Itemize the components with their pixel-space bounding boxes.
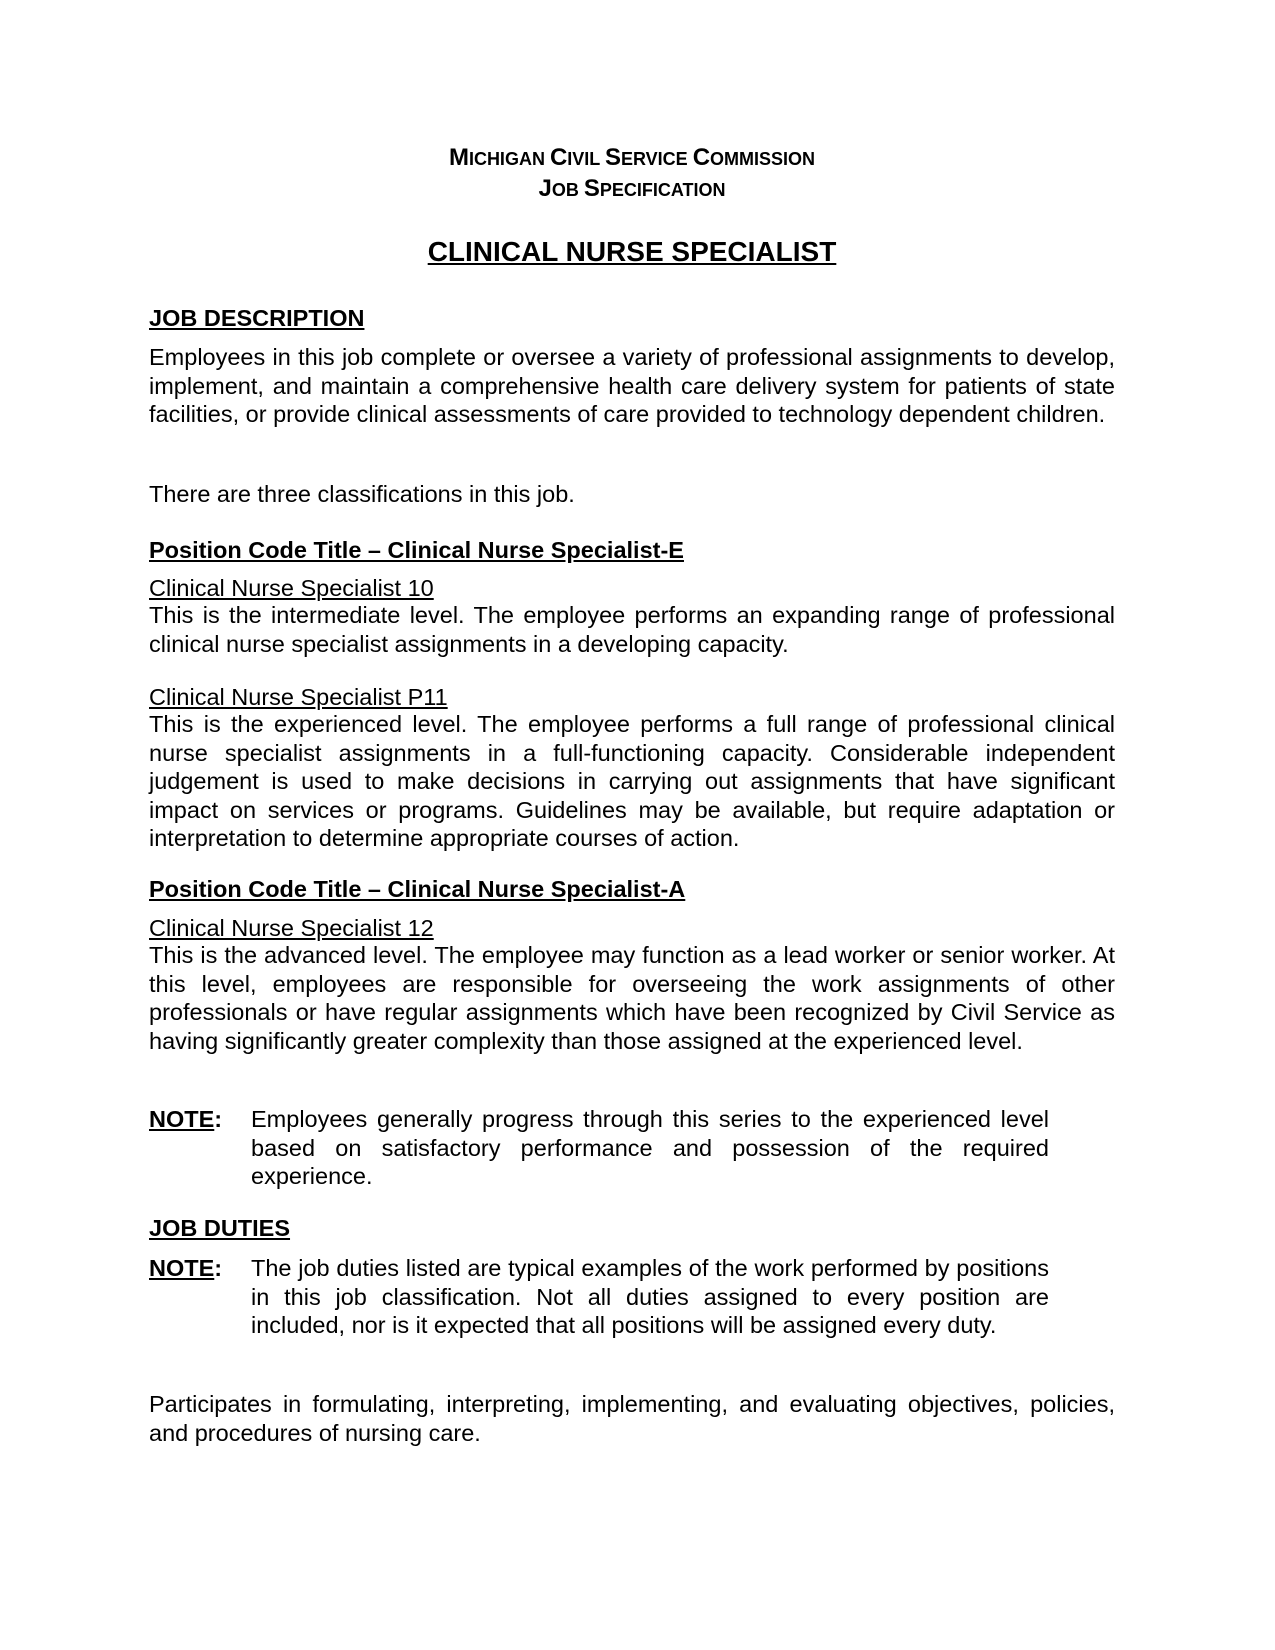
- duties-note-text: The job duties listed are typical examples of the work performed by positions in this job classification. Not all duties assigned to every position are included, nor is it expected that all positions will be assigned every duty.: [251, 1255, 1049, 1339]
- note-progression-text: Employees generally progress through this series to the experienced level based on satisfactory performance and possession of the required experience.: [251, 1106, 1049, 1190]
- duties-note-label: [149, 1254, 249, 1283]
- position-a-heading: Position Code Title – Clinical Nurse Specialist-A: [149, 876, 686, 902]
- agency-part: M: [448, 144, 469, 171]
- level-description-cns-12: This is the advanced level. The employee may function as a lead worker or senior worker. At this level, employees are responsible for overseeing the work assignments of other professionals or have regular assignments which have been recognized by Civil Service as having significantly greater complexity than those assigned at the experienced level.: [149, 942, 1115, 1054]
- job-title: CLINICAL NURSE SPECIALIST: [427, 236, 837, 267]
- spec-part: OB: [551, 180, 584, 200]
- duties-note-label-text: NOTE: [149, 1255, 215, 1281]
- level-description-cns-p11: This is the experienced level. The employee performs a full range of professional clinical nurse specialist assignments in a full-functioning capacity. Considerable independent judgement is used to make decisions in carrying out assignments that have significant impact on services or programs. Guidelines may be available, but require adaptation or interpretation to determine appropriate courses of action.: [149, 711, 1115, 852]
- level-name-cns-p11: Clinical Nurse Specialist P11: [149, 684, 448, 710]
- document-type: [149, 176, 1115, 203]
- level-name-cns-12: Clinical Nurse Specialist 12: [149, 915, 434, 941]
- agency-part: ERVICE: [620, 149, 693, 169]
- agency-part: IVIL: [567, 149, 605, 169]
- spec-part: S: [583, 175, 600, 202]
- job-description-heading: JOB DESCRIPTION: [149, 305, 365, 331]
- duty-item: Participates in formulating, interpreting, implementing, and evaluating objectives, policies, and procedures of nursing care.: [149, 1391, 1115, 1446]
- note-label-text: NOTE: [149, 1106, 215, 1132]
- agency-part: C: [549, 144, 568, 171]
- level-description-cns-10: This is the intermediate level. The employee performs an expanding range of professional clinical nurse specialist assignments in a developing capacity.: [149, 602, 1115, 657]
- classifications-count-text: There are three classifications in this job.: [149, 481, 575, 507]
- spec-part: J: [538, 175, 552, 202]
- agency-part: C: [692, 144, 711, 171]
- agency-part: ICHIGAN: [468, 149, 550, 169]
- agency-name: [149, 145, 1115, 172]
- duties-note-colon: :: [214, 1255, 223, 1281]
- level-name-cns-10: Clinical Nurse Specialist 10: [149, 575, 434, 601]
- job-duties-heading: JOB DUTIES: [149, 1215, 291, 1241]
- note-colon: :: [214, 1106, 223, 1132]
- job-description-paragraph: Employees in this job complete or oversee a variety of professional assignments to develop, implement, and maintain a comprehensive health care delivery system for patients of state facilities, or provide clinical assessments of care provided to technology dependent children.: [149, 344, 1115, 428]
- note-label: [149, 1105, 249, 1134]
- spec-part: PECIFICATION: [599, 180, 726, 200]
- position-e-heading: Position Code Title – Clinical Nurse Specialist-E: [149, 537, 684, 563]
- agency-part: S: [604, 144, 621, 171]
- agency-part: OMMISSION: [710, 149, 816, 169]
